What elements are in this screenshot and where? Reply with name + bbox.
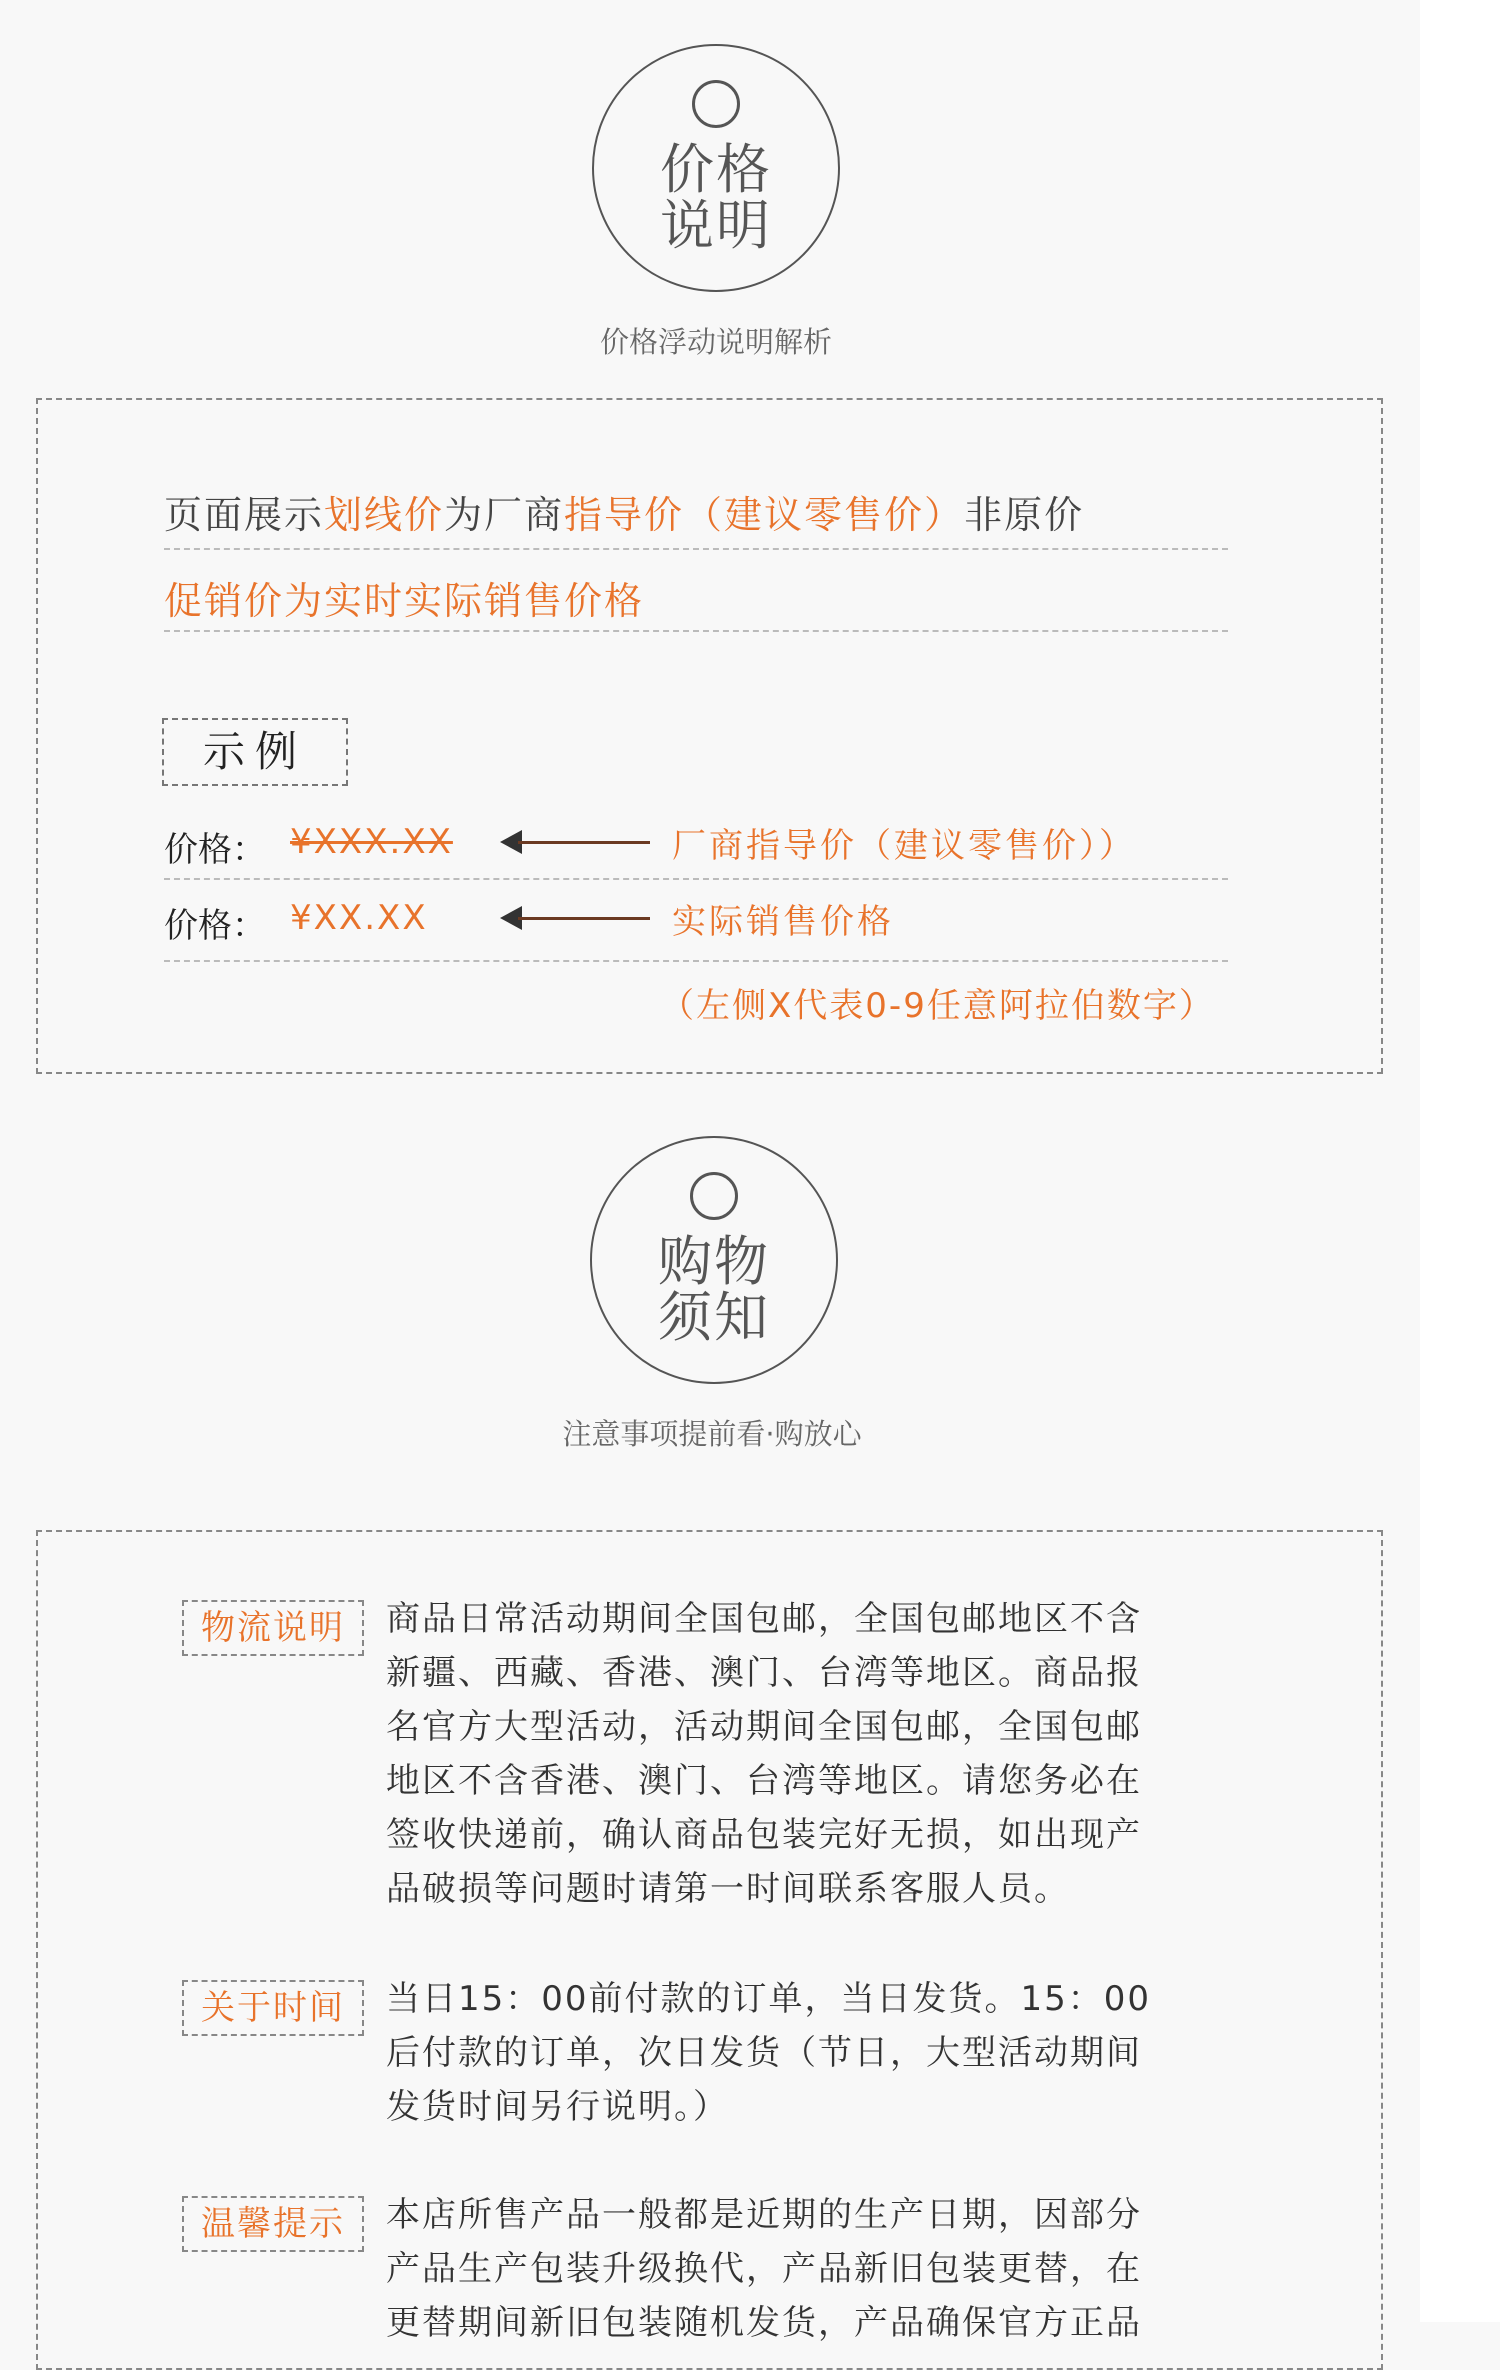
- guide-price-term: 指导价（建议零售价）: [564, 493, 965, 537]
- text-segment: 非原价: [964, 493, 1085, 537]
- right-margin-strip: [1420, 0, 1500, 2322]
- ring-icon: [692, 80, 740, 128]
- arrow-line: [518, 917, 650, 920]
- text-segment: 为厂商: [444, 493, 565, 537]
- guide-price-desc: 厂商指导价（建议零售价））: [672, 826, 1136, 866]
- price-label: 价格：: [164, 906, 266, 946]
- section-subtitle: 注意事项提前看·购放心: [562, 1417, 862, 1451]
- logistics-tag: 物流说明: [182, 1600, 364, 1656]
- tips-text: 本店所售产品一般都是近期的生产日期，因部分 产品生产包装升级换代，产品新旧包装更替，在 更替期间新旧包装随机发货，产品确保官方正品: [386, 2195, 1142, 2343]
- divider: [164, 960, 1228, 962]
- digit-note: （左侧X代表0-9任意阿拉伯数字）: [660, 986, 1215, 1026]
- section-subtitle: 价格浮动说明解析: [599, 325, 832, 359]
- strikethrough-price-term: 划线价: [324, 493, 445, 537]
- text-segment: 页面展示: [164, 493, 325, 537]
- time-text: 当日15：00前付款的订单，当日发货。15：00 后付款的订单，次日发货（节日，大型活动期间 发货时间另行说明。）: [386, 1979, 1152, 2127]
- badge-title-line2: 须知: [658, 1286, 770, 1349]
- time-tag: 关于时间: [182, 1980, 364, 2036]
- divider: [164, 878, 1228, 880]
- divider: [164, 548, 1228, 550]
- arrow-line: [518, 841, 650, 844]
- strikethrough-price: ¥XXX.XX: [290, 822, 453, 862]
- logistics-text: 商品日常活动期间全国包邮，全国包邮地区不含 新疆、西藏、香港、澳门、台湾等地区。商品报 名官方大型活动，活动期间全国包邮，全国包邮 地区不含香港、澳门、台湾等地区。请您务必在 签收快递前，确认商品包装完好无损，如出现产 品破损等问题时请第一时间联系客服人员。: [386, 1599, 1142, 1909]
- divider: [164, 630, 1228, 632]
- badge-title-line1: 价格: [660, 138, 772, 201]
- badge-title-line2: 说明: [660, 194, 772, 257]
- price-line-2: 促销价为实时实际销售价格: [164, 579, 645, 623]
- example-label: 示例: [162, 718, 348, 786]
- ring-icon: [690, 1172, 738, 1220]
- tips-tag: 温馨提示: [182, 2196, 364, 2252]
- badge-title-line1: 购物: [658, 1230, 770, 1293]
- sale-price-desc: 实际销售价格: [672, 902, 894, 942]
- sale-price: ¥XX.XX: [290, 898, 428, 938]
- shopping-notes-badge: [590, 1136, 838, 1384]
- price-label: 价格：: [164, 830, 266, 870]
- price-line-1: [164, 484, 1084, 539]
- price-explanation-badge: [592, 44, 840, 292]
